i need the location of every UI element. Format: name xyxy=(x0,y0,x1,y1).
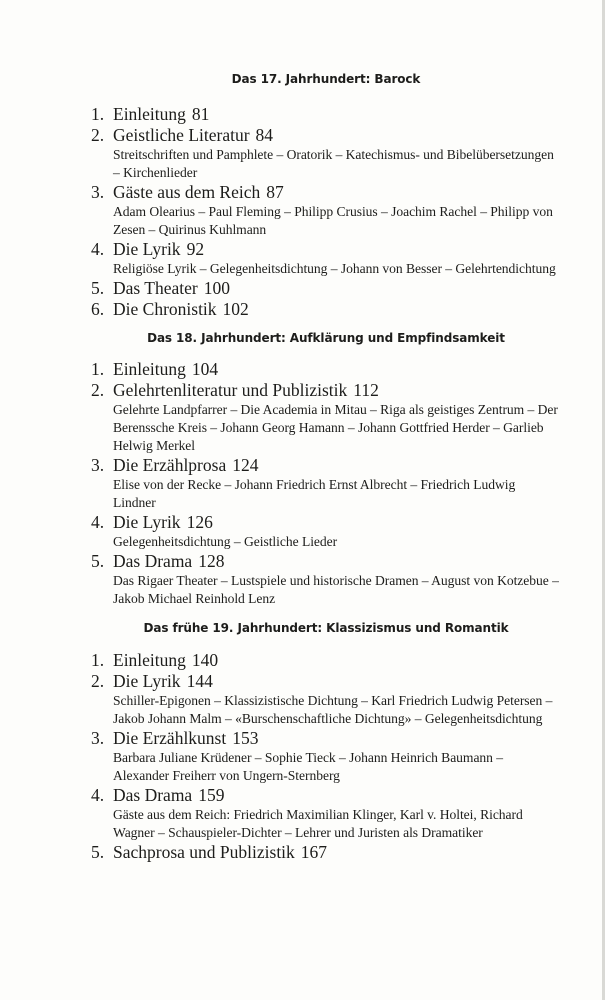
entry-title: Die Lyrik xyxy=(113,671,181,691)
section-entry-list xyxy=(91,104,561,320)
section-aufklaerung xyxy=(91,327,561,608)
toc-entry xyxy=(91,650,561,671)
toc-entry xyxy=(91,551,561,608)
entry-title: Einleitung xyxy=(113,359,186,379)
toc-entry xyxy=(91,785,561,842)
section-klassizismus xyxy=(91,617,561,863)
entry-page-number: 102 xyxy=(222,299,249,319)
entry-subtopics: Schiller-Epigonen – Klassizistische Dichtung – Karl Friedrich Ludwig Petersen – Jakob Johann Malm – «Burschenschaftliche Dichtung» – Gelegenheitsdichtung xyxy=(113,693,553,726)
section-heading: Das frühe 19. Jahrhundert: Klassizismus und Romantik xyxy=(143,621,509,635)
entry-page-number: 126 xyxy=(186,512,213,532)
entry-title: Die Lyrik xyxy=(113,239,181,259)
entry-title: Die Lyrik xyxy=(113,512,181,532)
entry-subtopics: Gelegenheitsdichtung – Geistliche Lieder xyxy=(113,534,338,549)
entry-number: 3. xyxy=(91,455,105,475)
entry-title: Das Drama xyxy=(113,785,193,805)
toc-entry xyxy=(91,299,561,320)
entry-title: Die Erzählkunst xyxy=(113,728,227,748)
entry-subtopics: Gäste aus dem Reich: Friedrich Maximilian Klinger, Karl v. Holtei, Richard Wagner – Schauspieler-Dichter – Lehrer und Juristen als Dramatiker xyxy=(113,807,523,840)
toc-entry xyxy=(91,380,561,455)
entry-title: Geistliche Literatur xyxy=(113,125,250,145)
entry-title: Einleitung xyxy=(113,650,186,670)
entry-page-number: 104 xyxy=(191,359,219,379)
entry-number: 5. xyxy=(91,551,105,571)
entry-subtopics: Barbara Juliane Krüdener – Sophie Tieck – Johann Heinrich Baumann – Alexander Freiherr von Ungern-Sternberg xyxy=(113,750,504,783)
section-barock xyxy=(91,68,561,320)
toc-entry xyxy=(91,359,561,380)
entry-title: Gäste aus dem Reich xyxy=(113,182,261,202)
entry-page-number: 124 xyxy=(232,455,259,475)
entry-title: Einleitung xyxy=(113,104,186,124)
entry-number: 3. xyxy=(91,728,105,748)
toc-entry xyxy=(91,842,561,863)
entry-page-number: 81 xyxy=(191,104,210,124)
entry-subtopics: Elise von der Recke – Johann Friedrich Ernst Albrecht – Friedrich Ludwig Lindner xyxy=(113,477,516,510)
entry-number: 6. xyxy=(91,299,105,319)
entry-page-number: 128 xyxy=(198,551,225,571)
entry-number: 1. xyxy=(91,104,105,124)
entry-page-number: 112 xyxy=(353,380,379,400)
entry-subtopics: Streitschriften und Pamphlete – Oratorik – Katechismus- und Bibelübersetzungen – Kirchenlieder xyxy=(113,147,554,180)
entry-number: 5. xyxy=(91,842,105,862)
toc-entry xyxy=(91,125,561,182)
entry-number: 4. xyxy=(91,785,105,805)
toc-entry xyxy=(91,182,561,239)
entry-number: 2. xyxy=(91,380,105,400)
entry-page-number: 153 xyxy=(232,728,259,748)
entry-title: Das Drama xyxy=(113,551,193,571)
entry-number: 1. xyxy=(91,359,105,379)
entry-number: 2. xyxy=(91,125,105,145)
table-of-contents xyxy=(91,68,561,863)
entry-number: 3. xyxy=(91,182,105,202)
entry-page-number: 140 xyxy=(191,650,219,670)
entry-title: Sachprosa und Publizistik xyxy=(113,842,295,862)
section-entry-list xyxy=(91,359,561,608)
entry-page-number: 144 xyxy=(186,671,213,691)
entry-number: 1. xyxy=(91,650,105,670)
entry-page-number: 84 xyxy=(255,125,274,145)
entry-title: Gelehrtenliteratur und Publizistik xyxy=(113,380,348,400)
section-heading: Das 18. Jahrhundert: Aufklärung und Empfindsamkeit xyxy=(147,331,505,345)
entry-page-number: 87 xyxy=(266,182,284,202)
entry-subtopics: Religiöse Lyrik – Gelegenheitsdichtung – Johann von Besser – Gelehrtendichtung xyxy=(113,261,556,276)
toc-entry xyxy=(91,239,561,278)
entry-number: 4. xyxy=(91,239,105,259)
entry-subtopics: Das Rigaer Theater – Lustspiele und historische Dramen – August von Kotzebue – Jakob Michael Reinhold Lenz xyxy=(113,573,559,606)
entry-subtopics: Adam Olearius – Paul Fleming – Philipp Crusius – Joachim Rachel – Philipp von Zesen – Quirinus Kuhlmann xyxy=(113,204,553,237)
entry-title: Die Chronistik xyxy=(113,299,217,319)
entry-page-number: 100 xyxy=(203,278,230,298)
entry-page-number: 92 xyxy=(186,239,205,259)
entry-number: 4. xyxy=(91,512,105,532)
section-entry-list xyxy=(91,650,561,863)
toc-entry xyxy=(91,728,561,785)
entry-title: Die Erzählprosa xyxy=(113,455,227,475)
toc-entry xyxy=(91,455,561,512)
entry-page-number: 167 xyxy=(300,842,328,862)
toc-entry xyxy=(91,104,561,125)
section-heading: Das 17. Jahrhundert: Barock xyxy=(231,72,421,86)
entry-subtopics: Gelehrte Landpfarrer – Die Academia in Mitau – Riga als geistiges Zentrum – Der Berenssche Kreis – Johann Georg Hamann – Johann Gottfried Herder – Garlieb Helwig Merkel xyxy=(113,402,558,453)
entry-number: 2. xyxy=(91,671,105,691)
entry-number: 5. xyxy=(91,278,105,298)
toc-entry xyxy=(91,671,561,728)
toc-entry xyxy=(91,512,561,551)
toc-entry xyxy=(91,278,561,299)
entry-title: Das Theater xyxy=(113,278,198,298)
entry-page-number: 159 xyxy=(198,785,225,805)
